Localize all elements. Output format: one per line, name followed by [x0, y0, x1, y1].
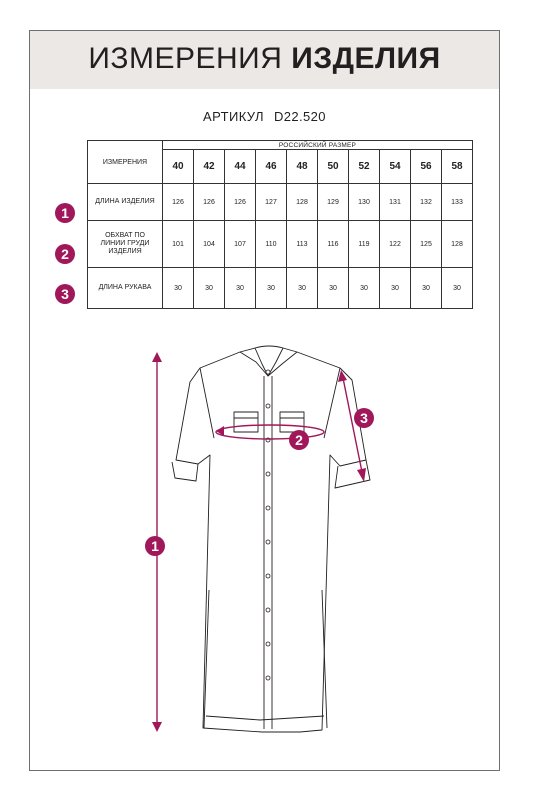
button: [266, 404, 270, 408]
table-cell: 116: [318, 221, 349, 268]
arrow-head-down: [357, 468, 366, 482]
length-marker: 1: [145, 536, 165, 556]
button: [266, 608, 270, 612]
button: [266, 472, 270, 476]
button: [266, 370, 270, 374]
row-label-line: ЛИНИИ ГРУДИ: [100, 240, 150, 247]
size-cell: 46: [256, 150, 287, 184]
table-cell: 133: [442, 184, 473, 221]
measure-header: ИЗМЕРЕНИЯ: [88, 141, 163, 184]
article-label: АРТИКУЛ: [203, 109, 264, 124]
table-cell: 113: [287, 221, 318, 268]
table-cell: 119: [349, 221, 380, 268]
row-label-line: ОБХВАТ ПО: [105, 232, 145, 239]
table-cell: 30: [194, 268, 225, 309]
collar: [240, 348, 268, 376]
garment-outline: [176, 352, 366, 732]
left-cuff: [172, 462, 198, 481]
button: [266, 574, 270, 578]
table-cell: 30: [442, 268, 473, 309]
button: [266, 540, 270, 544]
size-cell: 56: [411, 150, 442, 184]
table-cell: 127: [256, 184, 287, 221]
table-cell: 30: [318, 268, 349, 309]
size-cell: 42: [194, 150, 225, 184]
table-cell: 126: [163, 184, 194, 221]
row-number-badge: 3: [55, 284, 75, 304]
table-cell: 131: [380, 184, 411, 221]
sleeve-marker: 3: [354, 408, 374, 428]
collar: [268, 348, 297, 376]
table-cell: 107: [225, 221, 256, 268]
table-cell: 126: [194, 184, 225, 221]
table-cell: 132: [411, 184, 442, 221]
row-label-line: ИЗДЕЛИЯ: [108, 248, 142, 255]
title-bold: ИЗДЕЛИЯ: [291, 42, 441, 75]
table-cell: 30: [256, 268, 287, 309]
table-cell: 128: [442, 221, 473, 268]
button: [266, 506, 270, 510]
arrow-head-up: [152, 352, 162, 362]
table-cell: 30: [411, 268, 442, 309]
size-cell: 40: [163, 150, 194, 184]
row-number-badge: 2: [55, 244, 75, 264]
right-pocket: [280, 412, 304, 432]
size-cell: 50: [318, 150, 349, 184]
button: [266, 676, 270, 680]
size-cell: 52: [349, 150, 380, 184]
size-cell: 54: [380, 150, 411, 184]
hem: [206, 716, 324, 720]
table-cell: 101: [163, 221, 194, 268]
table-cell: 30: [349, 268, 380, 309]
arrow-head-down: [152, 722, 162, 732]
table-cell: 126: [225, 184, 256, 221]
row-label: ДЛИНА ИЗДЕЛИЯ: [88, 184, 163, 221]
size-cell: 48: [287, 150, 318, 184]
table-cell: 129: [318, 184, 349, 221]
chest-marker: 2: [289, 430, 309, 450]
table-cell: 110: [256, 221, 287, 268]
right-sleeve-seam: [324, 368, 340, 438]
neckline: [255, 346, 283, 348]
left-pocket: [234, 412, 258, 432]
button: [266, 642, 270, 646]
article-code: D22.520: [273, 109, 326, 124]
table-cell: 128: [287, 184, 318, 221]
table-cell: 122: [380, 221, 411, 268]
row-label: ДЛИНА РУКАВА: [88, 268, 163, 309]
size-cell: 58: [442, 150, 473, 184]
table-cell: 125: [411, 221, 442, 268]
size-cell: 44: [225, 150, 256, 184]
table-cell: 30: [287, 268, 318, 309]
size-group-header: РОССИЙСКИЙ РАЗМЕР: [163, 141, 473, 150]
table-cell: 30: [225, 268, 256, 309]
table-cell: 30: [380, 268, 411, 309]
title-light: ИЗМЕРЕНИЯ: [88, 42, 283, 75]
row-number-badge: 1: [55, 203, 75, 223]
left-sleeve-seam: [200, 368, 214, 438]
table-cell: 104: [194, 221, 225, 268]
table-cell: 130: [349, 184, 380, 221]
table-cell: 30: [163, 268, 194, 309]
